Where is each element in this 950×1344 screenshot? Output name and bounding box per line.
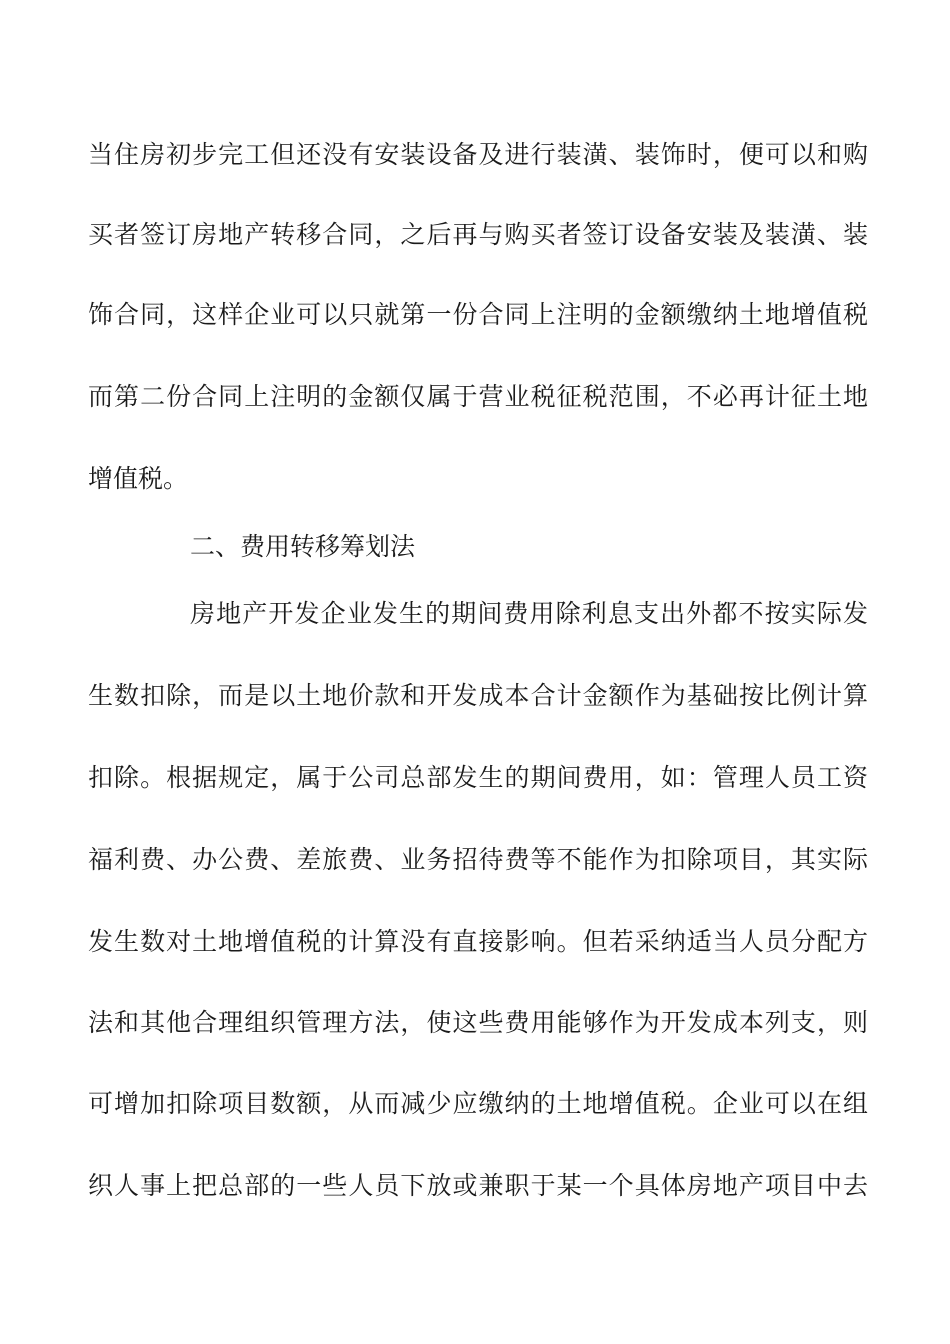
paragraph-line: 织人事上把总部的一些人员下放或兼职于某一个具体房地产项目中去 — [88, 1171, 868, 1200]
paragraph-line: 扣除。根据规定，属于公司总部发生的期间费用，如：管理人员工资 — [88, 763, 868, 792]
paragraph-line: 房地产开发企业发生的期间费用除利息支出外都不按实际发 — [190, 599, 868, 628]
paragraph-line: 发生数对土地增值税的计算没有直接影响。但若采纳适当人员分配方 — [88, 927, 868, 956]
paragraph-line: 可增加扣除项目数额，从而减少应缴纳的土地增值税。企业可以在组 — [88, 1089, 868, 1118]
paragraph-line: 福利费、办公费、差旅费、业务招待费等不能作为扣除项目，其实际 — [88, 845, 868, 874]
paragraph-line: 生数扣除，而是以土地价款和开发成本合计金额作为基础按比例计算 — [88, 681, 868, 710]
paragraph-line: 增值税。 — [88, 464, 189, 493]
section-heading: 二、费用转移筹划法 — [190, 532, 416, 561]
paragraph-line: 买者签订房地产转移合同，之后再与购买者签订设备安装及装潢、装 — [88, 220, 868, 249]
paragraph-line: 饰合同，这样企业可以只就第一份合同上注明的金额缴纳土地增值税 — [88, 300, 868, 329]
paragraph-line: 而第二份合同上注明的金额仅属于营业税征税范围，不必再计征土地 — [88, 382, 868, 411]
paragraph-line: 当住房初步完工但还没有安装设备及进行装潢、装饰时，便可以和购 — [88, 140, 868, 169]
paragraph-line: 法和其他合理组织管理方法，使这些费用能够作为开发成本列支，则 — [88, 1008, 868, 1037]
